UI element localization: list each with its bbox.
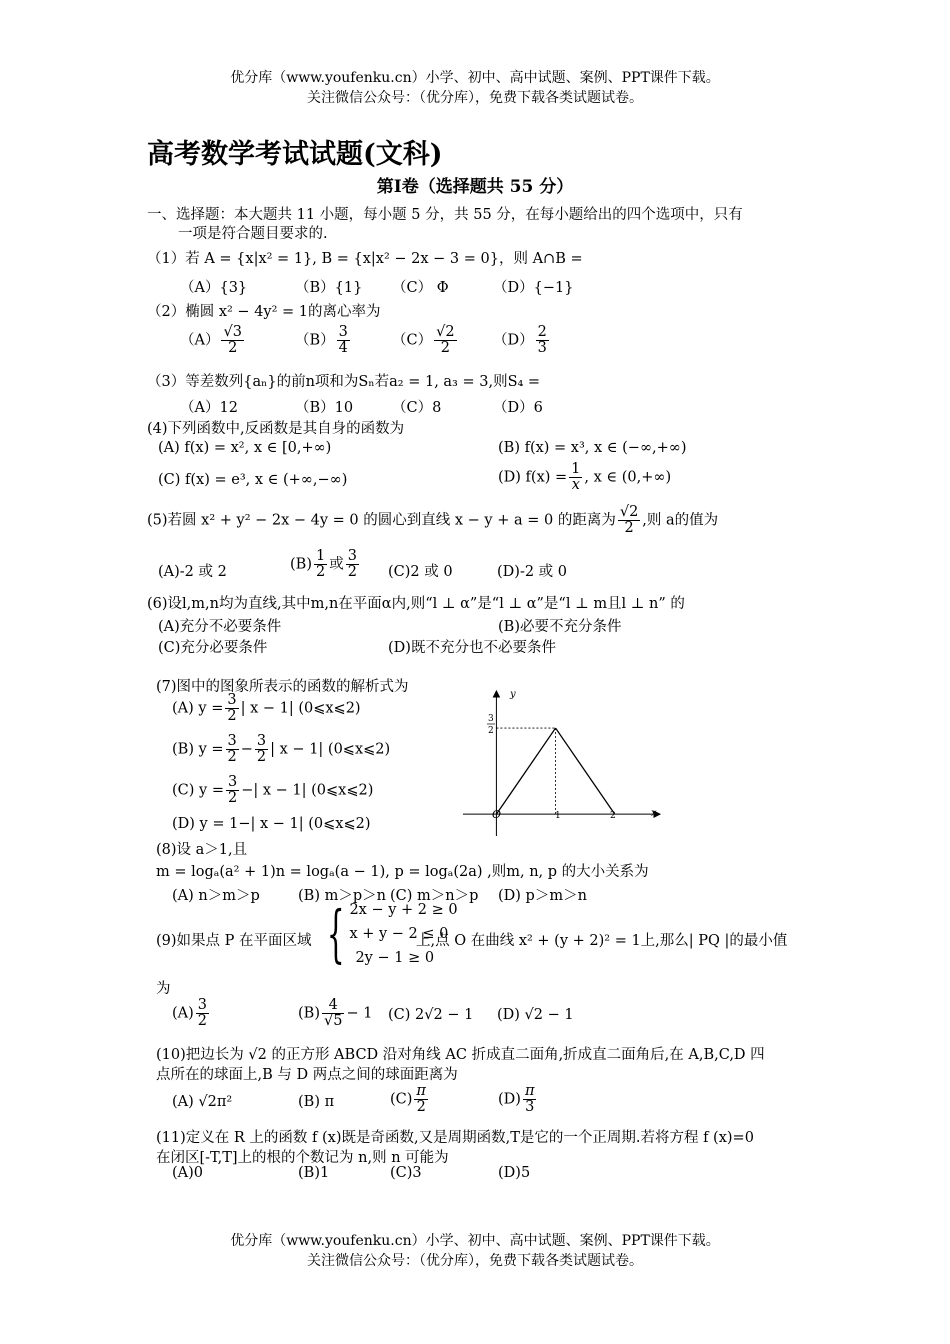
graph-y-label: y bbox=[510, 689, 516, 700]
q7-option-a: (A) y = $\frac{3}{2}$ | x − 1| (0⩽x⩽2) bbox=[172, 692, 361, 725]
q5-option-d: (D)-2 或 0 bbox=[497, 564, 568, 580]
q1-stem: （1）若 A = {x|x² = 1}, B = {x|x² − 2x − 3 = 0}，则 A∩B = bbox=[147, 251, 583, 267]
q2-option-c: （C） $\frac{√2}{2}$ bbox=[392, 324, 455, 357]
q3-option-a: （A）12 bbox=[180, 400, 238, 416]
q9-option-d: (D) √2 − 1 bbox=[497, 1007, 574, 1023]
q4-option-b: (B) f(x) = x³, x ∈ (−∞,+∞) bbox=[498, 440, 687, 456]
q9-option-a: (A) $\frac{3}{2}$ bbox=[172, 997, 208, 1030]
graph-segment-2 bbox=[556, 728, 615, 814]
q8-option-c: (C) m＞n＞p bbox=[390, 888, 479, 904]
q1-option-a: （A）{3} bbox=[180, 280, 248, 296]
q7-option-d: (D) y = 1−| x − 1| (0⩽x⩽2) bbox=[172, 816, 371, 832]
page-title: 高考数学考试试题(文科) bbox=[147, 139, 443, 170]
q3-option-b: （B）10 bbox=[295, 400, 354, 416]
function-graph bbox=[455, 685, 665, 840]
q8-option-b: (B) m＞p＞n bbox=[298, 888, 386, 904]
q11-option-b: (B)1 bbox=[298, 1165, 330, 1181]
graph-segment-1 bbox=[496, 728, 555, 814]
q9-cont: 为 bbox=[156, 981, 171, 997]
q5-option-b: (B) $\frac{1}{2}$ 或 $\frac{3}{2}$ bbox=[290, 548, 357, 581]
footer-line-2: 关注微信公众号：（优分库），免费下载各类试题试卷。 bbox=[307, 1253, 643, 1269]
q9-pre: (9)如果点 P 在平面区域 bbox=[156, 933, 312, 949]
q2-option-b: （B） $\frac{3}{4}$ bbox=[295, 324, 348, 357]
q4-stem: (4)下列函数中,反函数是其自身的函数为 bbox=[147, 421, 405, 437]
q10-option-c: (C) $\frac{\pi}{2}$ bbox=[390, 1083, 426, 1116]
q11-line-2: 在闭区[-T,T]上的根的个数记为 n,则 n 可能为 bbox=[156, 1150, 449, 1166]
q6-option-b: (B)必要不充分条件 bbox=[498, 619, 622, 635]
footer-line-1: 优分库（www.youfenku.cn）小学、初中、高中试题、案例、PPT课件下载。 bbox=[230, 1233, 720, 1249]
q9-ineq-1: 2x − y + 2 ≥ 0 bbox=[349, 902, 458, 918]
q11-option-a: (A)0 bbox=[172, 1165, 204, 1181]
header-line-1: 优分库（www.youfenku.cn）小学、初中、高中试题、案例、PPT课件下载。 bbox=[230, 70, 720, 86]
q6-option-a: (A)充分不必要条件 bbox=[158, 619, 282, 635]
q2-stem: （2）椭圆 x² − 4y² = 1的离心率为 bbox=[147, 304, 381, 320]
q6-option-c: (C)充分必要条件 bbox=[158, 640, 268, 656]
q8-option-d: (D) p＞m＞n bbox=[498, 888, 587, 904]
q10-option-d: (D) $\frac{\pi}{3}$ bbox=[498, 1083, 535, 1116]
header-line-2: 关注微信公众号：（优分库），免费下载各类试题试卷。 bbox=[307, 90, 643, 106]
q9-ineq-2: x + y − 2 ≤ 0 bbox=[349, 926, 449, 942]
q3-option-d: （D）6 bbox=[493, 400, 543, 416]
intro-line-2: 一项是符合题目要求的. bbox=[178, 226, 328, 242]
q10-line-2: 点所在的球面上,B 与 D 两点之间的球面距离为 bbox=[156, 1067, 458, 1083]
q1-option-c: （C） Φ bbox=[392, 280, 449, 296]
q10-option-a: (A) √2π² bbox=[172, 1094, 233, 1110]
q10-line-1: (10)把边长为 √2 的正方形 ABCD 沿对角线 AC 折成直二面角,折成直二面角后,在 A,B,C,D 四 bbox=[156, 1047, 765, 1063]
graph-origin-label: O bbox=[492, 808, 502, 821]
q9-option-b: (B) $\frac{4}{√5}$ − 1 bbox=[298, 997, 373, 1030]
q11-line-1: (11)定义在 R 上的函数 f (x)既是奇函数,又是周期函数,T是它的一个正周期.若将方程 f (x)=0 bbox=[156, 1130, 754, 1146]
q5-option-c: (C)2 或 0 bbox=[388, 564, 453, 580]
graph-y-arrow bbox=[493, 691, 499, 697]
q3-stem: （3）等差数列{aₙ}的前n项和为Sₙ若a₂ = 1, a₃ = 3,则S₄ = bbox=[147, 374, 541, 390]
q10-option-b: (B) π bbox=[298, 1094, 335, 1110]
graph-y-tick-den: 2 bbox=[488, 726, 494, 736]
q11-option-d: (D)5 bbox=[498, 1165, 531, 1181]
q7-option-c: (C) y = $\frac{3}{2}$ −| x − 1| (0⩽x⩽2) bbox=[172, 774, 374, 807]
section-subtitle: 第Ⅰ卷（选择题共 55 分） bbox=[376, 177, 574, 197]
q9-brace: { bbox=[326, 897, 345, 970]
q1-option-b: （B）{1} bbox=[295, 280, 363, 296]
q7-option-b: (B) y = $\frac{3}{2}$ − $\frac{3}{2}$ | x − 1| (0⩽x⩽2) bbox=[172, 733, 391, 766]
q9-post: 上,点 O 在曲线 x² + (y + 2)² = 1上,那么| PQ |的最小值 bbox=[416, 933, 788, 949]
q5-stem: (5)若圆 x² + y² − 2x − 4y = 0 的圆心到直线 x − y + a = 0 的距离为 $\frac{√2}{2}$ ,则 a的值为 bbox=[147, 504, 719, 537]
q5-option-a: (A)-2 或 2 bbox=[158, 564, 227, 580]
q8-option-a: (A) n＞m＞p bbox=[172, 888, 260, 904]
q2-option-d: （D） $\frac{2}{3}$ bbox=[493, 324, 547, 357]
graph-x-tick-1: 1 bbox=[555, 811, 561, 821]
graph-y-tick-num: 3 bbox=[488, 714, 494, 724]
q9-option-c: (C) 2√2 − 1 bbox=[388, 1007, 474, 1023]
q8-line-1: (8)设 a＞1,且 bbox=[156, 842, 248, 858]
q2-option-a: （A） $\frac{√3}{2}$ bbox=[180, 324, 242, 357]
q4-option-c: (C) f(x) = e³, x ∈ (+∞,−∞) bbox=[158, 472, 348, 488]
q8-line-2: m = logₐ(a² + 1)n = logₐ(a − 1), p = logₐ(2a) ,则m, n, p 的大小关系为 bbox=[156, 864, 649, 880]
q9-ineq-3: 2y − 1 ≥ 0 bbox=[355, 950, 435, 966]
q6-option-d: (D)既不充分也不必要条件 bbox=[388, 640, 556, 656]
q1-option-d: （D）{−1} bbox=[493, 280, 574, 296]
q6-stem: (6)设l,m,n均为直线,其中m,n在平面α内,则“l ⊥ α”是“l ⊥ α”是“l ⊥ m且l ⊥ n” 的 bbox=[147, 596, 685, 612]
graph-x-tick-2: 2 bbox=[610, 811, 616, 821]
q4-option-a: (A) f(x) = x², x ∈ [0,+∞) bbox=[158, 440, 332, 456]
intro-line-1: 一、选择题：本大题共 11 小题，每小题 5 分，共 55 分，在每小题给出的四个选项中，只有 bbox=[147, 207, 743, 223]
q4-option-d: (D) f(x) = $\frac{1}{x}$ , x ∈ (0,+∞) bbox=[498, 461, 672, 494]
q11-option-c: (C)3 bbox=[390, 1165, 422, 1181]
graph-x-label: x bbox=[651, 808, 657, 819]
q3-option-c: （C）8 bbox=[392, 400, 442, 416]
q7-stem: (7)图中的图象所表示的函数的解析式为 bbox=[156, 679, 409, 695]
